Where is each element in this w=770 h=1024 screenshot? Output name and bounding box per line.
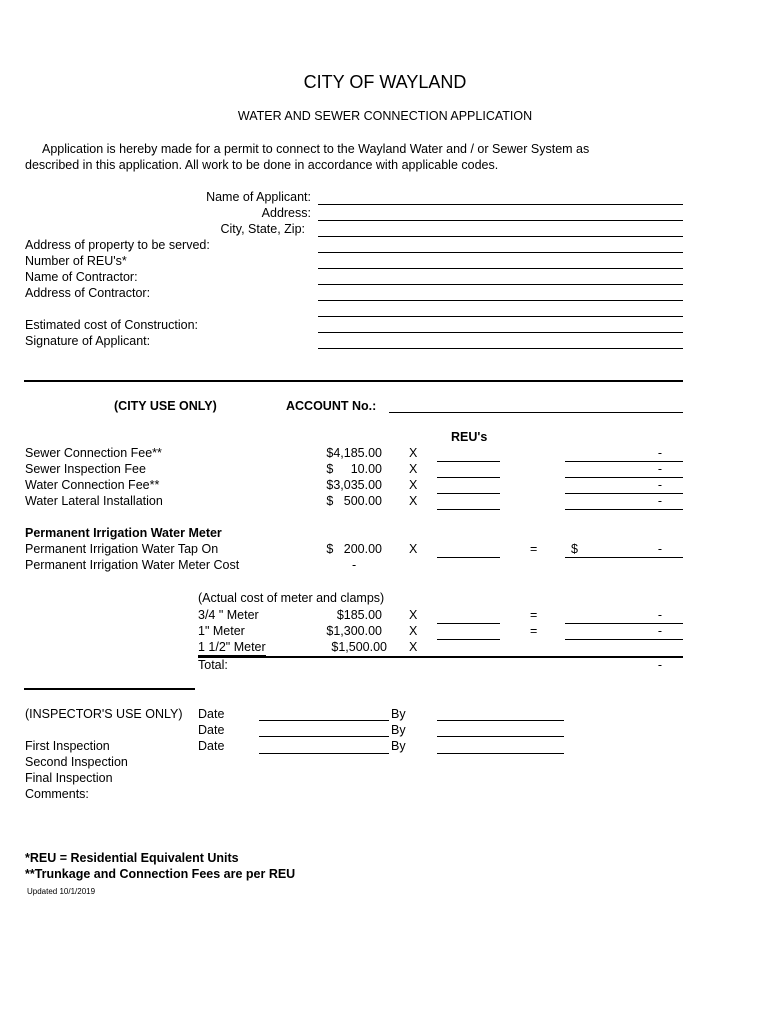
- property-address-field[interactable]: [318, 252, 683, 253]
- irrigation-heading: Permanent Irrigation Water Meter: [25, 526, 222, 540]
- page-title: CITY OF WAYLAND: [303, 72, 467, 92]
- comments-label: Comments:: [25, 787, 89, 801]
- total-divider: [198, 656, 683, 658]
- fee-amount: $3,035.00: [326, 478, 382, 492]
- tap-total: -: [657, 542, 662, 556]
- reus-count-field[interactable]: [318, 268, 683, 269]
- meter-amount: $1,500.00: [331, 640, 387, 654]
- signature-label: Signature of Applicant:: [25, 334, 151, 348]
- construction-cost-label: Estimated cost of Construction:: [25, 318, 198, 332]
- contractor-name-label: Name of Contractor:: [25, 270, 138, 284]
- meter-label: 1 1/2" Meter: [198, 640, 266, 654]
- city-use-title: (CITY USE ONLY): [114, 399, 217, 413]
- fees-footnote: **Trunkage and Connection Fees are per REU: [25, 867, 296, 881]
- intro-text-line2: described in this application. All work to be done in accordance with applicable codes.: [25, 158, 499, 172]
- tap-reus-input[interactable]: [437, 557, 500, 558]
- applicant-name-field[interactable]: [318, 204, 683, 205]
- inspector-divider: [24, 688, 195, 690]
- fee-total-line: [565, 477, 683, 478]
- applicant-address-field[interactable]: [318, 220, 683, 221]
- fee-amount: $4,185.00: [326, 446, 382, 460]
- meter-label: 1" Meter: [198, 624, 245, 638]
- reu-footnote: *REU = Residential Equivalent Units: [25, 851, 239, 865]
- meter-qty-input[interactable]: [437, 639, 500, 640]
- contractor-address-field[interactable]: [318, 300, 683, 301]
- meter-cost-value: -: [352, 558, 357, 572]
- equals-sign: =: [530, 542, 538, 556]
- by-field[interactable]: [437, 753, 564, 754]
- updated-date: Updated 10/1/2019: [27, 887, 96, 896]
- fee-label: Water Connection Fee**: [25, 478, 160, 492]
- fee-total: -: [657, 478, 662, 492]
- applicant-address-label: Address:: [261, 206, 311, 220]
- contractor-address-field-2[interactable]: [318, 316, 683, 317]
- form-title: WATER AND SEWER CONNECTION APPLICATION: [237, 109, 533, 123]
- total-label: Total:: [198, 658, 228, 672]
- meter-total-line: [565, 623, 683, 624]
- multiply-sign: X: [409, 542, 418, 556]
- by-field[interactable]: [437, 720, 564, 721]
- fee-total-line: [565, 509, 683, 510]
- meter-total: -: [657, 608, 662, 622]
- fee-label: Water Lateral Installation: [25, 494, 163, 508]
- applicant-name-label: Name of Applicant:: [206, 190, 311, 204]
- multiply-sign: X: [409, 608, 418, 622]
- first-inspection-label: First Inspection: [25, 739, 110, 753]
- reus-input[interactable]: [437, 509, 500, 510]
- date-field[interactable]: [259, 753, 389, 754]
- multiply-sign: X: [409, 494, 418, 508]
- date-field[interactable]: [259, 720, 389, 721]
- tap-total-line: [565, 557, 683, 558]
- meter-cost-label: Permanent Irrigation Water Meter Cost: [25, 558, 240, 572]
- meter-amount: $1,300.00: [326, 624, 382, 638]
- fee-total-line: [565, 461, 683, 462]
- fee-total: -: [657, 494, 662, 508]
- multiply-sign: X: [409, 624, 418, 638]
- signature-field[interactable]: [318, 348, 683, 349]
- reus-input[interactable]: [437, 461, 500, 462]
- tap-dollar-sign: $: [571, 542, 578, 556]
- account-number-field[interactable]: [389, 412, 683, 413]
- by-label: By: [391, 707, 406, 721]
- tap-amount: $ 200.00: [326, 542, 382, 556]
- contractor-name-field[interactable]: [318, 284, 683, 285]
- intro-text-line1: Application is hereby made for a permit to connect to the Wayland Water and / or Sewer System as: [42, 142, 590, 156]
- fee-label: Sewer Connection Fee**: [25, 446, 162, 460]
- fee-label: Sewer Inspection Fee: [25, 462, 146, 476]
- equals-sign: =: [530, 624, 538, 638]
- second-inspection-label: Second Inspection: [25, 755, 128, 769]
- date-label: Date: [198, 739, 225, 753]
- construction-cost-field[interactable]: [318, 332, 683, 333]
- applicant-city-label: City, State, Zip:: [220, 222, 305, 236]
- reus-header: REU's: [451, 430, 488, 444]
- meter-amount: $185.00: [336, 608, 382, 622]
- fee-total: -: [657, 462, 662, 476]
- meter-total-line: [565, 639, 683, 640]
- date-field[interactable]: [259, 736, 389, 737]
- account-number-label: ACCOUNT No.:: [286, 399, 377, 413]
- by-field[interactable]: [437, 736, 564, 737]
- property-address-label: Address of property to be served:: [25, 238, 210, 252]
- by-label: By: [391, 723, 406, 737]
- reus-input[interactable]: [437, 477, 500, 478]
- applicant-city-field[interactable]: [318, 236, 683, 237]
- meter-label: 3/4 " Meter: [198, 608, 259, 622]
- contractor-address-label: Address of Contractor:: [25, 286, 151, 300]
- fee-total: -: [657, 446, 662, 460]
- multiply-sign: X: [409, 478, 418, 492]
- date-label: Date: [198, 707, 225, 721]
- reus-count-label: Number of REU's*: [25, 254, 127, 268]
- fee-amount: $ 10.00: [326, 462, 382, 476]
- actual-cost-label: (Actual cost of meter and clamps): [198, 591, 385, 605]
- equals-sign: =: [530, 608, 538, 622]
- inspector-title: (INSPECTOR'S USE ONLY): [25, 707, 183, 721]
- fee-total-line: [565, 493, 683, 494]
- tap-label: Permanent Irrigation Water Tap On: [25, 542, 219, 556]
- section-divider: [24, 380, 683, 382]
- meter-total: -: [657, 624, 662, 638]
- by-label: By: [391, 739, 406, 753]
- date-label: Date: [198, 723, 225, 737]
- multiply-sign: X: [409, 446, 418, 460]
- reus-input[interactable]: [437, 493, 500, 494]
- multiply-sign: X: [409, 640, 418, 654]
- meter-qty-input[interactable]: [437, 623, 500, 624]
- fee-amount: $ 500.00: [326, 494, 382, 508]
- final-inspection-label: Final Inspection: [25, 771, 113, 785]
- grand-total: -: [657, 658, 662, 672]
- multiply-sign: X: [409, 462, 418, 476]
